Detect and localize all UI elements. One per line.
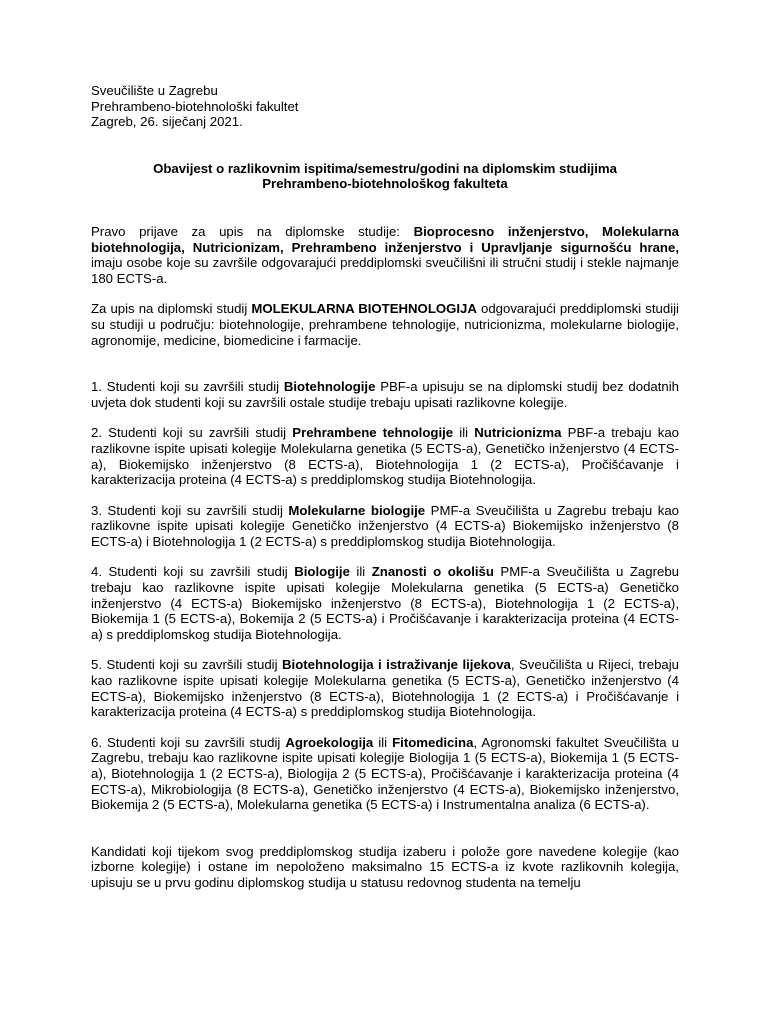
item-4-text-2: ili — [349, 564, 372, 580]
item-2-text-2: ili — [453, 425, 475, 441]
place-date: Zagreb, 26. siječanj 2021. — [91, 114, 243, 130]
letterhead — [91, 83, 679, 130]
item-3-text-1: 3. Studenti koji su završili studij — [91, 502, 289, 518]
intro-text-1: Pravo prijave za upis na diplomske studije: — [91, 223, 414, 239]
item-6 — [91, 735, 679, 813]
item-2 — [91, 425, 679, 487]
item-6-bold-2: Fitomedicina — [392, 734, 474, 750]
item-1-bold-1: Biotehnologije — [283, 379, 376, 395]
university-name: Sveučilište u Zagrebu — [91, 83, 218, 98]
item-1 — [91, 379, 679, 410]
intro-paragraph — [91, 224, 679, 286]
item-3 — [91, 503, 679, 550]
item-1-text-1: 1. Studenti koji su završili studij — [91, 379, 284, 395]
molbio-paragraph — [91, 301, 679, 348]
molbio-text-2: odgovarajući preddiplomski studiji su studiji u području: biotehnologije, prehrambene tehnologije, nutricionizma, molekularne biologije, agronomije, medicine, biomedicine i farmacije. — [91, 301, 679, 348]
title-line-2: Prehrambeno-biotehnološkog fakulteta — [262, 176, 508, 192]
item-1-text-2: PBF-a upisuju se na diplomski studij bez dodatnih uvjeta dok studenti koji su završili ostale studije trebaju upisati razlikovne kolegije. — [91, 379, 679, 410]
item-4-text-1: 4. Studenti koji su završili studij — [91, 564, 295, 580]
intro-text-2: imaju osobe koje su završile odgovarajući preddiplomski sveučilišni ili stručni studij i stekle najmanje 180 ECTS-a. — [91, 255, 679, 286]
item-3-bold-1: Molekularne biologije — [288, 502, 426, 518]
item-6-bold-1: Agroekologija — [285, 734, 374, 750]
item-6-text-1: 6. Studenti koji su završili studij — [91, 734, 286, 750]
item-4-bold-1: Biologije — [294, 564, 350, 580]
item-5-bold-1: Biotehnologija i istraživanje lijekova — [282, 657, 511, 673]
item-2-text-1: 2. Studenti koji su završili studij — [91, 425, 293, 441]
title-line-1: Obavijest o razlikovnim ispitima/semestru/godini na diplomskim studijima — [153, 160, 617, 176]
item-4-bold-2: Znanosti o okolišu — [371, 564, 494, 580]
item-5-text-2: , Sveučilišta u Rijeci, trebaju kao razlikovne ispite upisati kolegije Molekularna genetika (5 ECTS-a), Genetičko inženjerstvo (4 ECTS-a), Biokemijsko inženjerstvo (8 ECTS-a), Biotehnologija 1 (2 ECTS-a) i Pročišćavanje i karakterizacija proteina (4 ECTS-a) s preddiplomskog studija Biotehnologija. — [91, 657, 680, 720]
item-2-bold-1: Prehrambene tehnologije — [292, 425, 454, 441]
item-4 — [91, 564, 679, 642]
item-6-text-3: , Agronomski fakultet Sveučilišta u Zagrebu, trebaju kao razlikovne ispite upisati kolegije Biologija 1 (5 ECTS-a), Biokemija 1 (5 ECTS-a), Biotehnologija 1 (2 ECTS-a), Biologija 2 (5 ECTS-a), Pročišćavanje i karakterizacija proteina (4 ECTS-a), Mikrobiologija (8 ECTS-a), Genetičko inženjerstvo (4 ECTS-a), Biokemijsko inženjerstvo, Biokemija 2 (5 ECTS-a), Molekularna genetika (5 ECTS-a) i Instrumentalna analiza (6 ECTS-a). — [91, 734, 679, 813]
document-title — [91, 161, 679, 192]
item-3-text-2: PMF-a Sveučilišta u Zagrebu trebaju kao razlikovne ispite upisati kolegije Genetičko inženjerstvo (4 ECTS-a) Biokemijsko inženjerstvo (8 ECTS-a) i Biotehnologija 1 (2 ECTS-a) s preddiplomskog studija Biotehnologija. — [91, 502, 679, 549]
item-2-bold-2: Nutricionizma — [474, 425, 562, 441]
faculty-name: Prehrambeno-biotehnološki fakultet — [91, 98, 299, 114]
molbio-program-name: MOLEKULARNA BIOTEHNOLOGIJA — [251, 301, 477, 317]
item-4-text-3: PMF-a Sveučilišta u Zagrebu trebaju kao razlikovne ispite upisati kolegije Molekularna genetika (5 ECTS-a) Genetičko inženjerstvo (4 ECTS-a) Biokemijsko inženjerstvo (8 ECTS-a), Biotehnologija 1 (2 ECTS-a), Biokemija 1 (5 ECTS-a), Bokemija 2 (5 ECTS-a) i Pročišćavanje i karakterizacija proteina (4 ECTS-a) s preddiplomskog studija Biotehnologija. — [91, 564, 679, 642]
closing-paragraph: Kandidati koji tijekom svog preddiplomskog studija izaberu i polože gore navedene kolegije (kao izborne kolegije) i ostane im nepoloženo maksimalno 15 ECTS-a iz kvote razlikovnih kolegija, upisuju se u prvu godinu diplomskog studija u statusu redovnog studenta na temelju — [91, 843, 679, 890]
item-5 — [91, 657, 679, 719]
intro-study-programs: Bioprocesno inženjerstvo, Molekularna biotehnologija, Nutricionizam, Prehrambeno inženjerstvo i Upravljanje sigurnošću hrane, — [91, 223, 679, 255]
molbio-text-1: Za upis na diplomski studij — [91, 301, 252, 317]
item-5-text-1: 5. Studenti koji su završili studij — [91, 657, 282, 673]
item-6-text-2: ili — [373, 734, 393, 750]
item-2-text-3: PBF-a trebaju kao razlikovne ispite upisati kolegije Molekularna genetika (5 ECTS-a), Genetičko inženjerstvo (4 ECTS-a), Biokemijsko inženjerstvo (8 ECTS-a), Biotehnologija 1 (2 ECTS-a), Pročišćavanje i karakterizacija proteina (4 ECTS-a) s preddiplomskog studija Biotehnologija. — [91, 425, 679, 488]
